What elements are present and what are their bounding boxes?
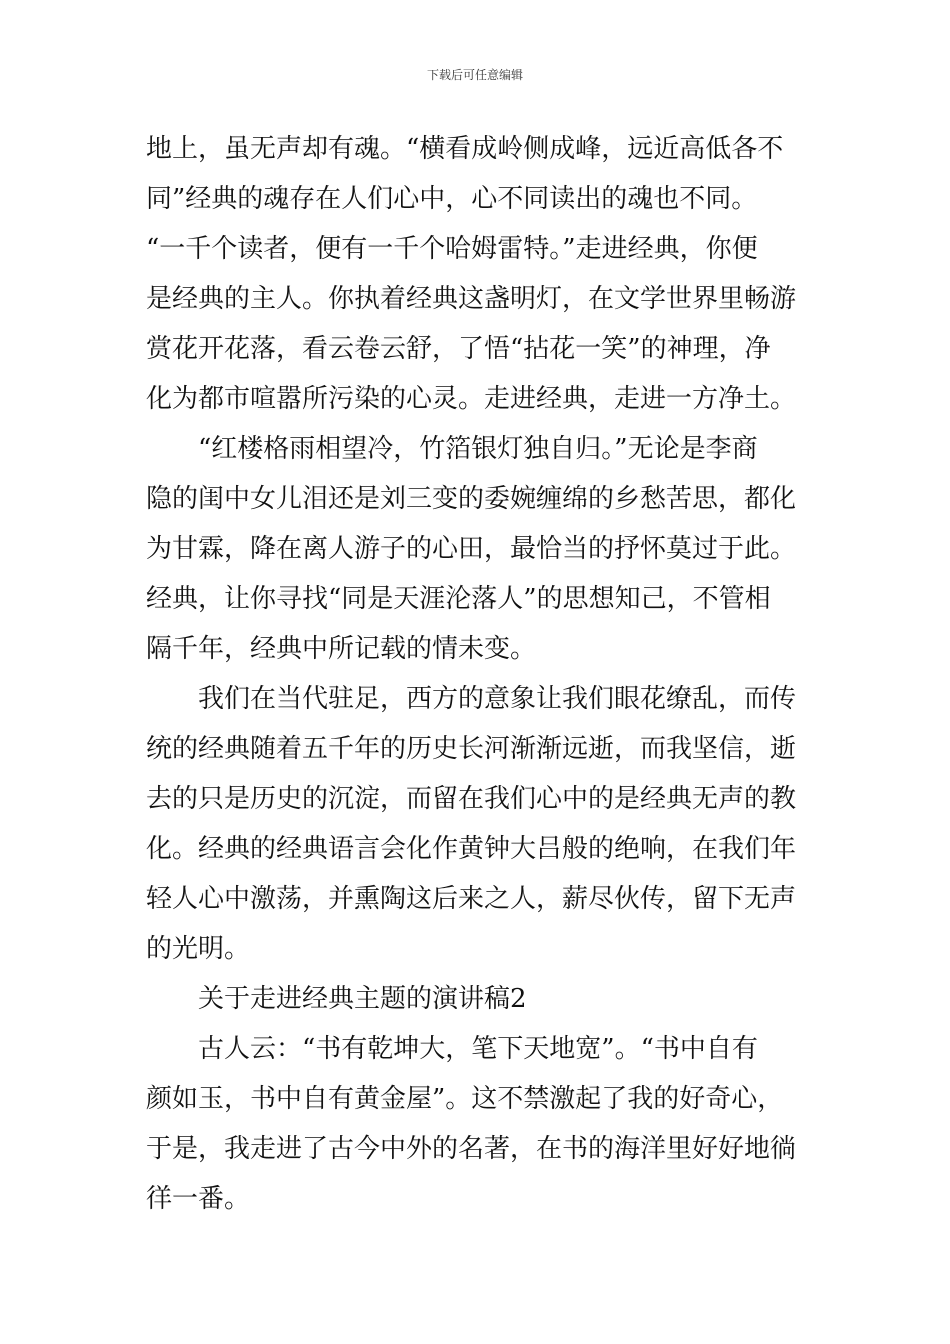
text-line: “红楼格雨相望冷，竹箔银灯独自归。”无论是李商 — [198, 434, 758, 464]
text-line: 是经典的主人。你执着经典这盏明灯，在文学世界里畅游 — [146, 284, 797, 314]
text-line: 于是，我走进了古今中外的名著，在书的海洋里好好地徜 — [146, 1134, 797, 1164]
text-line: 古人云：“书有乾坤大，笔下天地宽”。“书中自有 — [198, 1034, 758, 1064]
text-line: 隔千年，经典中所记载的情未变。 — [146, 634, 537, 664]
text-line: 为甘霖，降在离人游子的心田，最恰当的抒怀莫过于此。 — [146, 534, 797, 564]
text-line: 同”经典的魂存在人们心中，心不同读出的魂也不同。 — [146, 184, 758, 214]
section-heading: 关于走进经典主题的演讲稿2 — [198, 984, 527, 1014]
text-line: 经典，让你寻找“同是天涯沦落人”的思想知己，不管相 — [146, 584, 771, 614]
text-line: 我们在当代驻足，西方的意象让我们眼花缭乱，而传 — [198, 684, 797, 714]
text-line: 轻人心中激荡，并熏陶这后来之人，薪尽伙传，留下无声 — [146, 884, 797, 914]
text-line: 地上，虽无声却有魂。“横看成岭侧成峰，远近高低各不 — [146, 134, 784, 164]
text-line: 的光明。 — [146, 934, 251, 964]
text-line: 化。经典的经典语言会化作黄钟大吕般的绝响，在我们年 — [146, 834, 797, 864]
text-line: 去的只是历史的沉淀，而留在我们心中的是经典无声的教 — [146, 784, 797, 814]
text-line: 颜如玉，书中自有黄金屋”。这不禁激起了我的好奇心， — [146, 1084, 784, 1114]
text-line: “一千个读者，便有一千个哈姆雷特。”走进经典，你便 — [146, 234, 758, 264]
text-line: 赏花开花落，看云卷云舒，了悟“拈花一笑”的神理，净 — [146, 334, 771, 364]
text-line: 化为都市喧嚣所污染的心灵。走进经典，走进一方净土。 — [146, 384, 797, 414]
text-line: 徉一番。 — [146, 1184, 251, 1214]
text-line: 统的经典随着五千年的历史长河渐渐远逝，而我坚信，逝 — [146, 734, 797, 764]
text-line: 隐的闺中女儿泪还是刘三变的委婉缠绵的乡愁苦思，都化 — [146, 484, 797, 514]
page-header: 下载后可任意编辑 — [426, 68, 523, 82]
